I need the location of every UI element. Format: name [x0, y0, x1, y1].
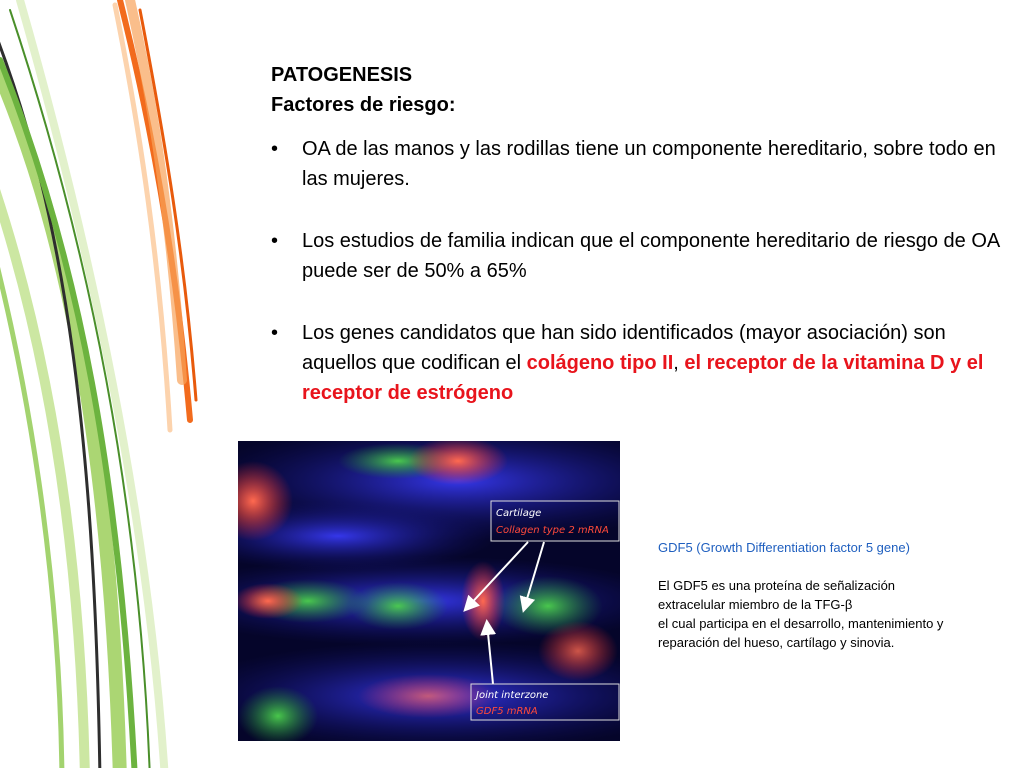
bullet-item	[271, 226, 1001, 286]
decorative-streaks	[0, 0, 200, 768]
bullet-item	[271, 134, 1001, 194]
caption-line: reparación del hueso, cartílago y sinovia.	[658, 635, 895, 650]
bullet-text: Los genes candidatos que han sido identificados (mayor asociación) son aquellos que codifican el	[302, 322, 946, 374]
caption-line: El GDF5 es una proteína de señalización	[658, 578, 896, 593]
slide-content	[271, 60, 1001, 408]
label-collagen: Collagen type 2 mRNA	[496, 525, 609, 536]
figure-caption	[658, 538, 998, 652]
slide-subtitle: Factores de riesgo:	[271, 94, 456, 116]
slide-title: PATOGENESIS	[271, 64, 413, 86]
bullet-item	[271, 318, 1001, 408]
microscopy-image	[238, 441, 620, 741]
bullet-text: OA de las manos y las rodillas tiene un componente hereditario, sobre todo en las mujeres.	[302, 138, 996, 190]
highlight-collagen: colágeno tipo II	[526, 352, 674, 374]
highlight-receptors: el receptor de la vitamina D y el receptor de estrógeno	[302, 352, 984, 404]
caption-title: GDF5 (Growth Differentiation factor 5 gene)	[658, 540, 910, 555]
bullet-comma: ,	[673, 352, 685, 374]
label-joint-interzone: Joint interzone	[476, 690, 549, 701]
caption-line: el cual participa en el desarrollo, mantenimiento y	[658, 616, 944, 631]
caption-line: extracelular miembro de la TFG-β	[658, 597, 853, 612]
bullet-list	[271, 134, 1001, 408]
label-gdf5: GDF5 mRNA	[476, 706, 538, 717]
label-cartilage: Cartilage	[496, 508, 542, 519]
bullet-text: Los estudios de familia indican que el componente hereditario de riesgo de OA puede ser de 50% a 65%	[302, 230, 1000, 282]
